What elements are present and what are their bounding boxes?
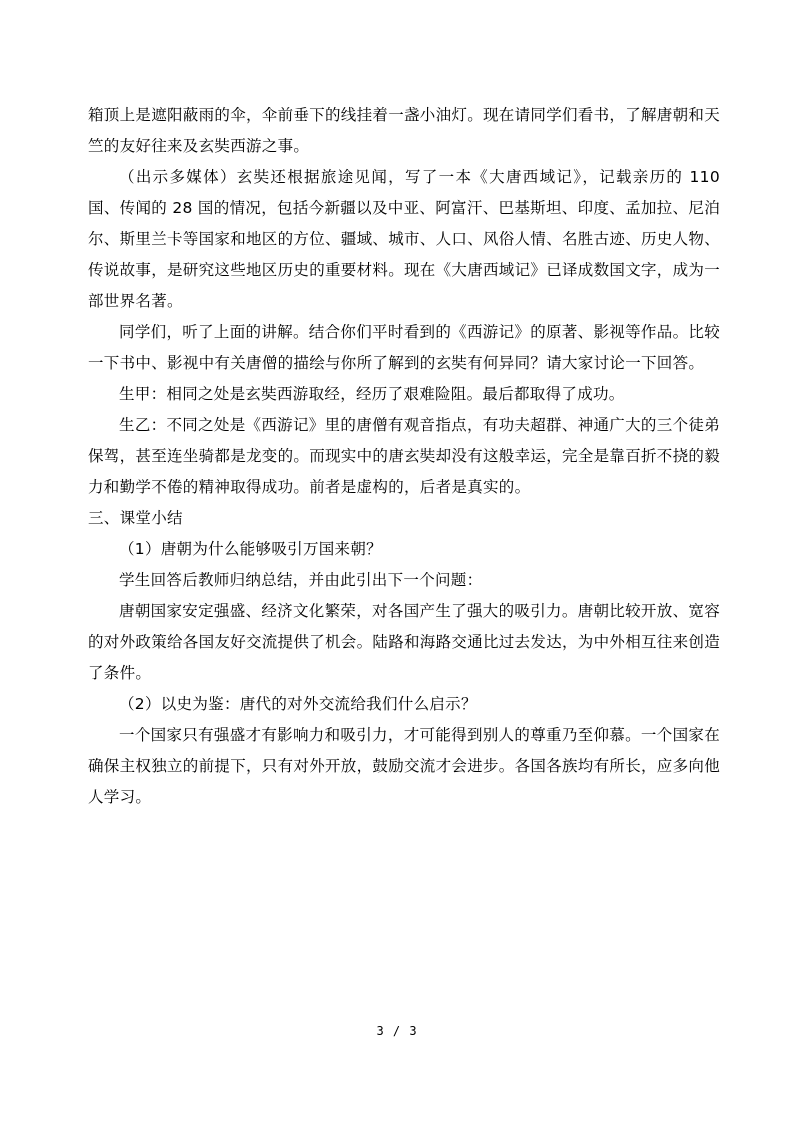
document-body [88,100,720,813]
paragraph-xiyu-ji: （出示多媒体）玄奘还根据旅途见闻，写了一本《大唐西域记》，记载亲历的 110 国、传闻的 28 国的情况，包括今新疆以及中亚、阿富汗、巴基斯坦、印度、孟加拉、尼泊尔、斯里兰卡等国家和地区的方位、疆域、城市、人口、风俗人情、名胜古迹、历史人物、传说故事，是研究这些地区历史的重要材料。现在《大唐西域记》已译成数国文字，成为一部世界名著。 [88,168,721,310]
section-heading-summary: 三、课堂小结 [88,509,183,527]
paragraph-student-a: 生甲：相同之处是玄奘西游取经，经历了艰难险阻。最后都取得了成功。 [119,385,625,403]
page-number: 3 / 3 [376,1024,418,1038]
paragraph-continuation: 箱顶上是遮阳蔽雨的伞，伞前垂下的线挂着一盏小油灯。现在请同学们看书，了解唐朝和天竺的友好往来及玄奘西游之事。 [88,106,721,155]
question-1: （1）唐朝为什么能够吸引万国来朝？ [119,540,382,558]
paragraph-student-b: 生乙：不同之处是《西游记》里的唐僧有观音指点，有功夫超群、神通广大的三个徒弟保驾，甚至连坐骑都是龙变的。而现实中的唐玄奘却没有这般幸运，完全是靠百折不挠的毅力和勤学不倦的精神取得成功。前者是虚构的，后者是真实的。 [88,416,721,496]
answer-2: 一个国家只有强盛才有影响力和吸引力，才可能得到别人的尊重乃至仰慕。一个国家在确保主权独立的前提下，只有对外开放，鼓励交流才会进步。各国各族均有所长，应多向他人学习。 [88,726,721,806]
paragraph-discussion-prompt: 同学们，听了上面的讲解。结合你们平时看到的《西游记》的原著、影视等作品。比较一下书中、影视中有关唐僧的描绘与你所了解到的玄奘有何异同？请大家讨论一下回答。 [88,323,720,372]
answer-1: 唐朝国家安定强盛、经济文化繁荣，对各国产生了强大的吸引力。唐朝比较开放、宽容的对外政策给各国友好交流提供了机会。陆路和海路交通比过去发达，为中外相互往来创造了条件。 [88,602,721,682]
question-2: （2）以史为鉴：唐代的对外交流给我们什么启示？ [119,695,477,713]
paragraph-teacher-summary: 学生回答后教师归纳总结，并由此引出下一个问题： [119,571,483,589]
